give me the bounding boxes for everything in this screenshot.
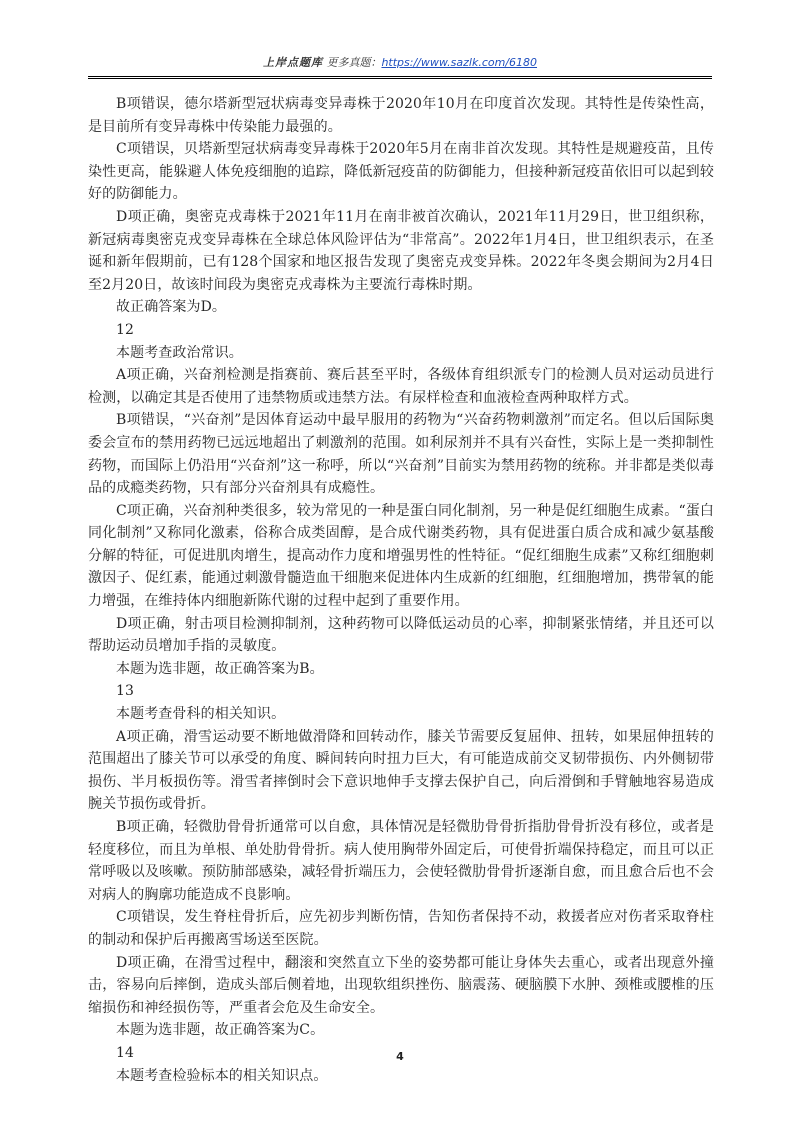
paragraph: B项正确，轻微肋骨骨折通常可以自愈，具体情况是轻微肋骨骨折指肋骨骨折没有移位，或者是轻度移位，而且为单根、单处肋骨骨折。病人使用胸带外固定后，可使骨折端保持稳定，而且可以正常呼吸以及咳嗽。预防肺部感染，减轻骨折端压力，会使轻微肋骨骨折逐渐自愈，而且愈合后也不会对病人的胸廓功能造成不良影响。: [88, 819, 714, 903]
question-number: 13: [116, 683, 135, 700]
paragraph: C项正确，兴奋剂种类很多，较为常见的一种是蛋白同化制剂，另一种是促红细胞生成素。“蛋白同化制剂”又称同化激素，俗称合成类固醇，是合成代谢类药物，具有促进蛋白质合成和减少氨基酸分解的特征，可促进肌肉增生，提高动作力度和增强男性的性特征。“促红细胞生成素”又称红细胞刺激因子、促红素，能通过刺激骨髓造血干细胞来促进体内生成新的红细胞，红细胞增加，携带氧的能力增强，在维持体内细胞新陈代谢的过程中起到了重要作用。: [88, 502, 714, 610]
answer-line: 本题为选非题，故正确答案为B。: [116, 660, 324, 677]
topic-line: 本题考查检验标本的相关知识点。: [116, 1067, 328, 1084]
paragraph: D项正确，在滑雪过程中，翻滚和突然直立下坐的姿势都可能让身体失去重心，或者出现意外撞击，容易向后摔倒，造成头部后侧着地，出现软组织挫伤、脑震荡、硬脑膜下水肿、颈椎或腰椎的压缩损伤和神经损伤等，严重者会危及生命安全。: [88, 954, 714, 1016]
header-separator: 更多真题：: [322, 56, 382, 69]
question-number: 14: [116, 1044, 135, 1061]
paragraph: A项正确，滑雪运动要不断地做滑降和回转动作，膝关节需要反复屈伸、扭转，如果屈伸扭转的范围超出了膝关节可以承受的角度、瞬间转向时扭力巨大，有可能造成前交叉韧带损伤、内外侧韧带损伤、半月板损伤等。滑雪者摔倒时会下意识地伸手支撑去保护自己，向后滑倒和手臂触地容易造成腕关节损伤或骨折。: [88, 728, 714, 813]
paragraph: B项错误，“兴奋剂”是因体育运动中最早服用的药物为“兴奋药物刺激剂”而定名。但以后国际奥委会宣布的禁用药物已远远地超出了刺激剂的范围。如利尿剂并不具有兴奋性，实际上是一类抑制性药物，而国际上仍沿用“兴奋剂”这一称呼，所以“兴奋剂”目前实为禁用药物的统称。并非都是类似毒品的成瘾类药物，只有部分兴奋剂具有成瘾性。: [88, 412, 714, 497]
topic-line: 本题考查骨科的相关知识。: [116, 706, 286, 723]
topic-line: 本题考查政治常识。: [116, 344, 243, 361]
answer-line: 故正确答案为D。: [116, 299, 227, 316]
page-number: 4: [396, 1050, 404, 1063]
document-body: [88, 93, 714, 1087]
paragraph: D项正确，奥密克戎毒株于2021年11月在南非被首次确认，2021年11月29日，世卫组织称，新冠病毒奥密克戎变异毒株在全球总体风险评估为“非常高”。2022年1月4日，世卫组织表示，在圣诞和新年假期前，已有128个国家和地区报告发现了奥密克戎变异株。2022年冬奥会期间为2月4日至2月20日，故该时间段为奥密克戎毒株为主要流行毒株时期。: [88, 208, 714, 293]
header-brand: 上岸点题库: [262, 56, 323, 69]
paragraph: C项错误，发生脊柱骨折后，应先初步判断伤情，告知伤者保持不动，救援者应对伤者采取脊柱的制动和保护后再搬离雪场送至医院。: [88, 909, 714, 948]
header-link[interactable]: https://www.sazlk.com/6180: [381, 56, 538, 69]
header-rule: [88, 76, 712, 79]
page-header: [88, 55, 712, 71]
paragraph: A项正确，兴奋剂检测是指赛前、赛后甚至平时，各级体育组织派专门的检测人员对运动员进行检测，以确定其是否使用了违禁物质或违禁方法。有尿样检查和血液检查两种取样方式。: [88, 367, 714, 406]
question-number: 12: [116, 321, 135, 338]
answer-line: 本题为选非题，故正确答案为C。: [116, 1022, 325, 1039]
paragraph: B项错误，德尔塔新型冠状病毒变异毒株于2020年10月在印度首次发现。其特性是传染性高，是目前所有变异毒株中传染能力最强的。: [88, 96, 714, 135]
paragraph: C项错误，贝塔新型冠状病毒变异毒株于2020年5月在南非首次发现。其特性是规避疫苗，且传染性更高，能躲避人体免疫细胞的追踪，降低新冠疫苗的防御能力，但接种新冠疫苗依旧可以起到较好的防御能力。: [88, 141, 714, 203]
paragraph: D项正确，射击项目检测抑制剂，这种药物可以降低运动员的心率，抑制紧张情绪，并且还可以帮助运动员增加手指的灵敏度。: [88, 615, 714, 655]
